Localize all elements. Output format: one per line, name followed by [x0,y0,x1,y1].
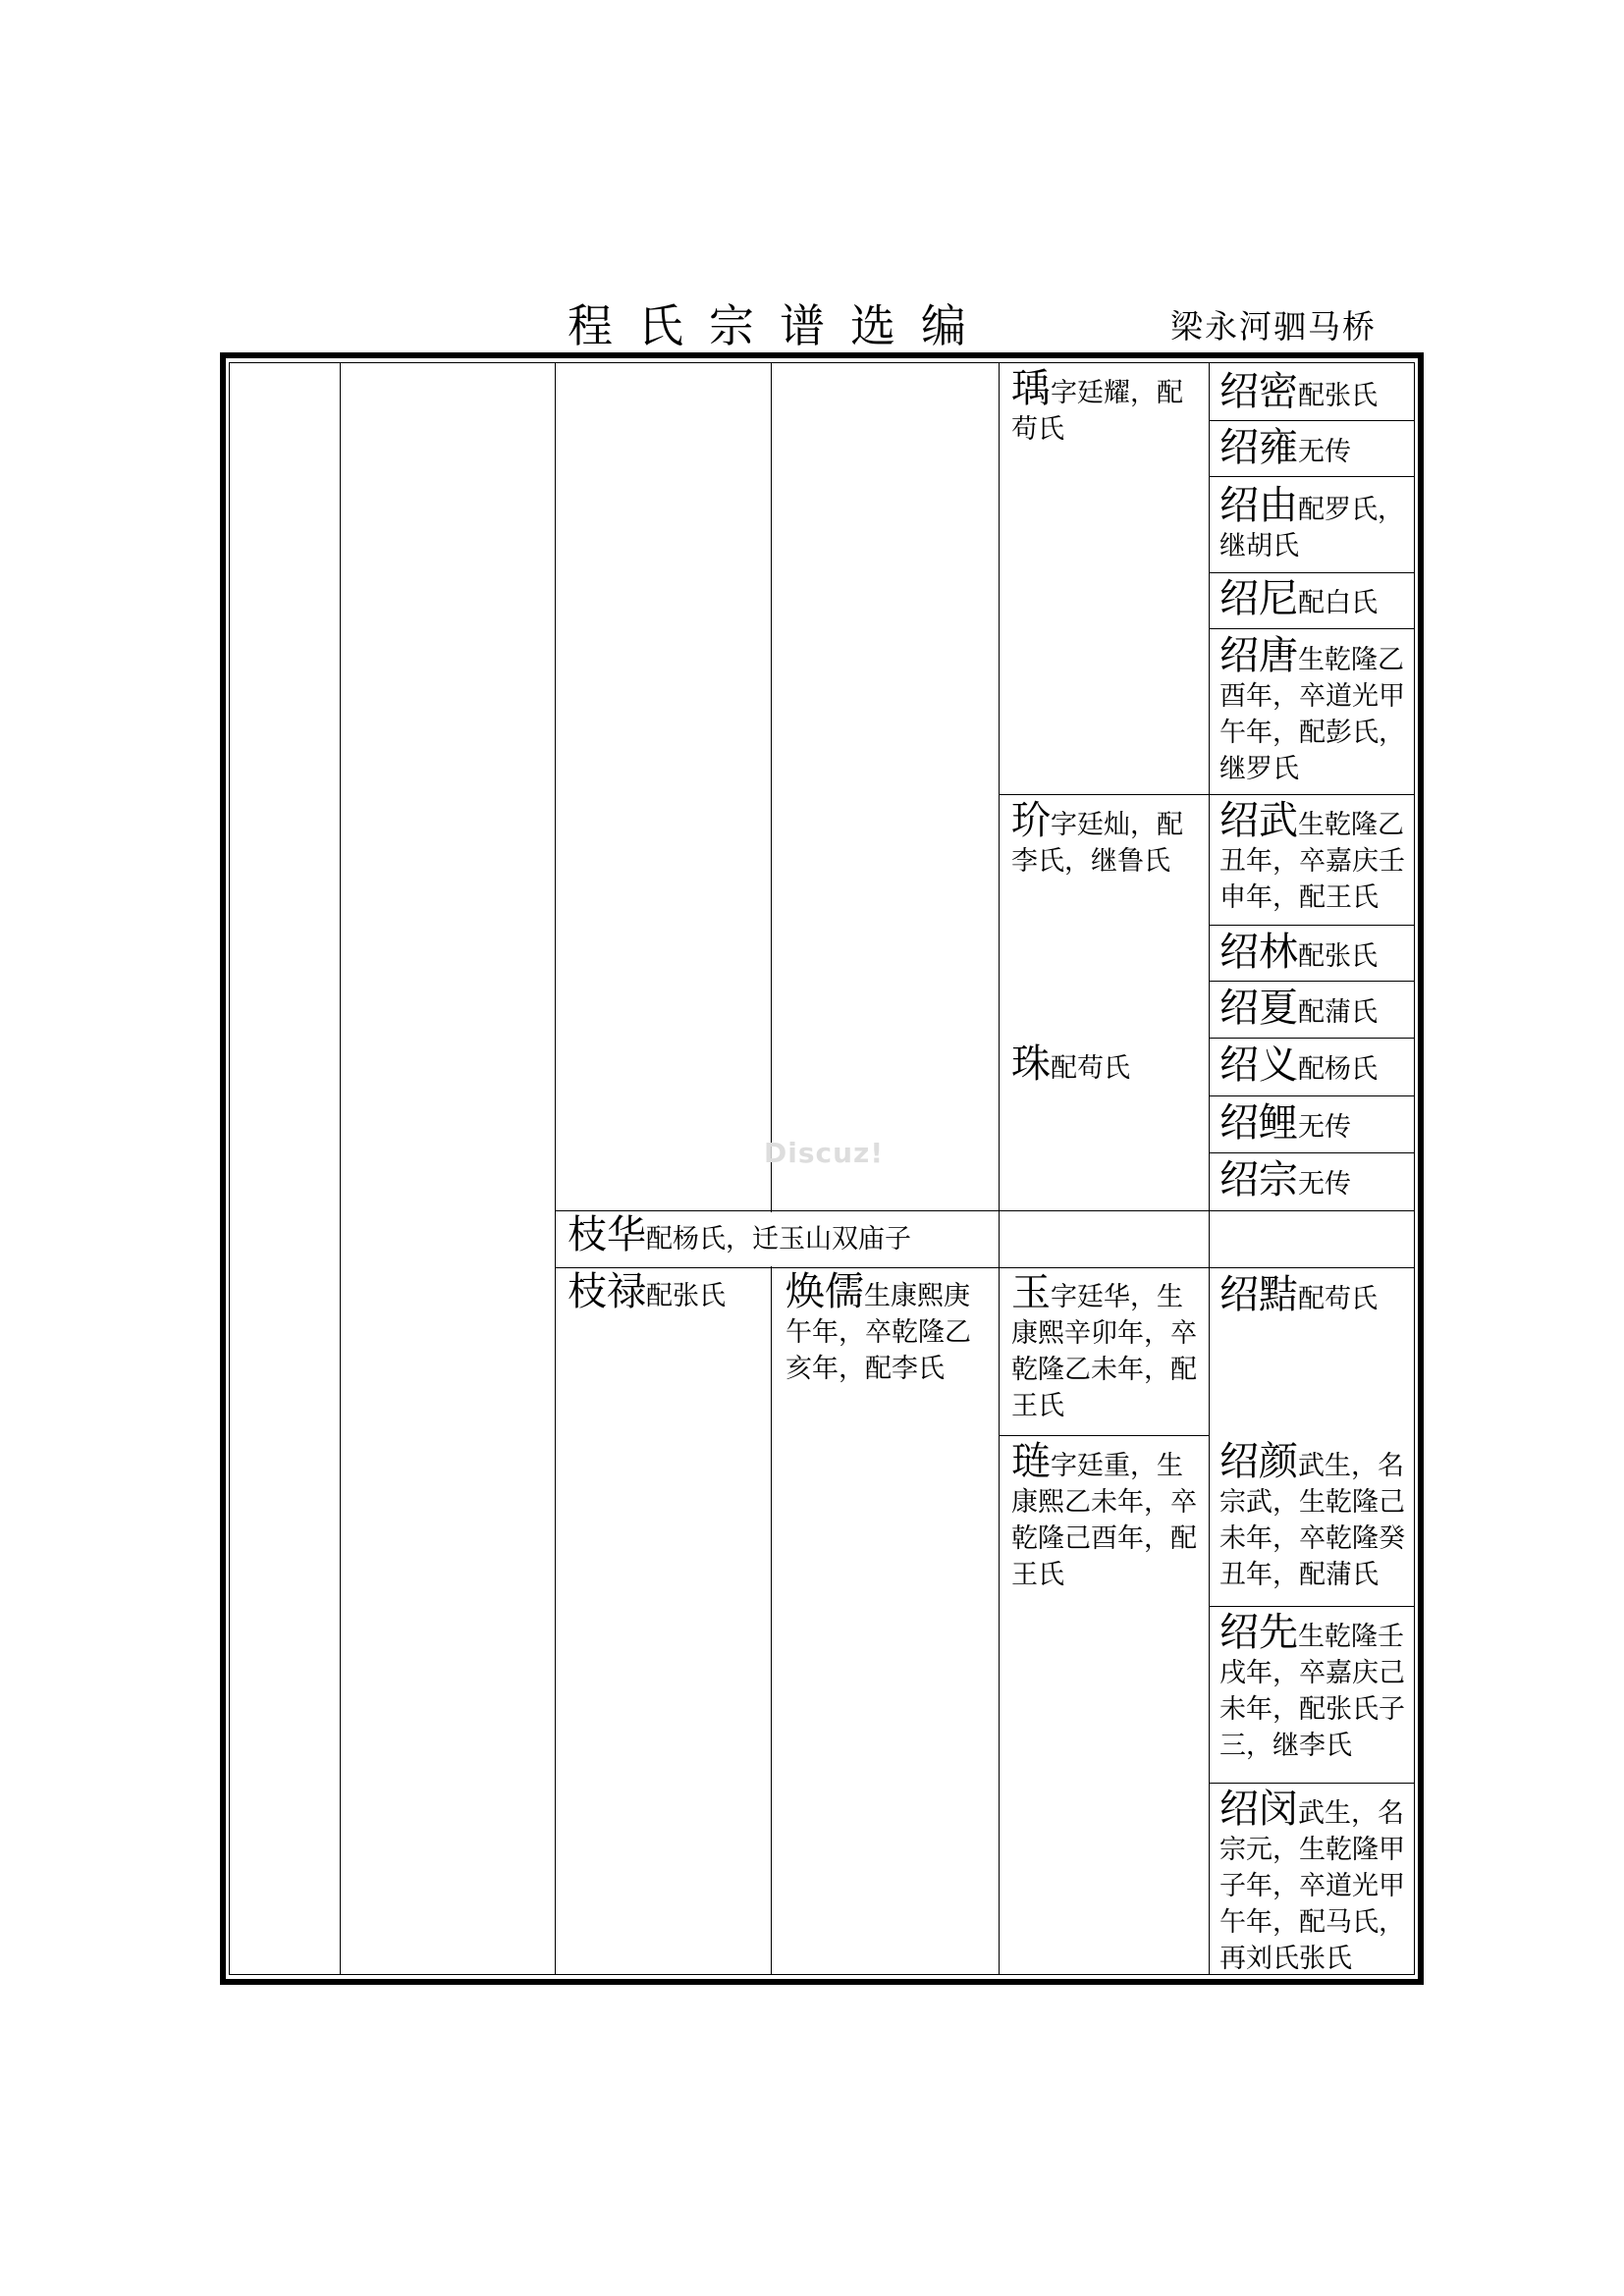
gen3-entry [568,1269,764,1314]
gen4-entry [785,1269,990,1387]
gen6-entry [1219,483,1410,564]
person-note: 无传 [1298,1169,1351,1200]
person-name: 绍先 [1219,1610,1298,1655]
person-note: 配罗氏，继胡氏 [1219,495,1404,561]
person-note: 配白氏 [1298,588,1378,618]
column-divider [340,362,341,1975]
person-note: 无传 [1298,1112,1351,1143]
person-name: 绍夏 [1219,986,1298,1031]
person-note: 配杨氏，迁玉山双庙子 [646,1224,911,1255]
gen6-entry [1219,1100,1410,1146]
person-name: 瑀 [1011,366,1051,411]
person-name: 枝华 [568,1212,646,1257]
row-divider [999,794,1209,795]
person-name: 绍由 [1219,483,1298,528]
gen6-entry [1219,576,1410,621]
row-divider [555,1210,1415,1211]
person-name: 枝禄 [568,1269,646,1314]
gen6-entry [1219,1157,1410,1202]
column-divider [1209,362,1210,1975]
person-note: 配杨氏 [1298,1054,1378,1085]
column-divider [555,362,556,1975]
gen6-entry [1219,798,1410,916]
watermark: Discuz! [764,1137,885,1169]
person-name: 绍雍 [1219,425,1298,470]
person-note: 生乾隆乙丑年，卒嘉庆壬申年，配王氏 [1219,810,1405,913]
person-name: 绍闵 [1219,1787,1298,1832]
person-name: 绍尼 [1219,576,1298,621]
row-divider [1209,794,1415,795]
person-note: 配苟氏 [1298,1284,1378,1314]
row-divider [1209,1038,1415,1039]
person-name: 绍密 [1219,369,1298,414]
person-name: 珠 [1011,1041,1051,1087]
person-name: 绍武 [1219,798,1298,843]
person-note: 字廷耀，配苟氏 [1011,378,1183,445]
person-note: 配苟氏 [1051,1053,1130,1084]
person-note: 字廷灿，配李氏，继鲁氏 [1011,810,1183,877]
gen6-entry [1219,1439,1410,1593]
gen6-entry [1219,930,1410,975]
person-note: 配张氏 [1298,941,1378,972]
gen6-entry [1219,1042,1410,1088]
gen5-entry [1011,1041,1204,1087]
row-divider [1209,628,1415,629]
person-note: 生乾隆乙酉年，卒道光甲午年，配彭氏，继罗氏 [1219,645,1405,784]
gen5-entry [1011,798,1204,880]
person-note: 武生，名宗元，生乾隆甲子年，卒道光甲午年，配马氏，再刘氏张氏 [1219,1798,1405,1974]
row-divider [1209,1606,1415,1607]
gen3-entry [568,1212,1000,1257]
row-divider [1209,420,1415,421]
row-divider [1209,1095,1415,1096]
gen6-entry [1219,1272,1410,1317]
person-name: 绍唐 [1219,633,1298,678]
row-divider [999,1435,1209,1436]
column-divider [999,362,1000,1975]
person-note: 配张氏 [646,1281,726,1311]
gen5-entry [1011,366,1204,448]
gen5-entry [1011,1270,1204,1424]
person-note: 无传 [1298,437,1351,467]
person-note: 字廷华，生康熙辛卯年，卒乾隆乙未年，配王氏 [1011,1282,1197,1421]
row-divider [1209,925,1415,926]
gen6-entry [1219,1787,1410,1977]
person-name: 玉 [1011,1270,1051,1315]
person-name: 玠 [1011,798,1051,843]
person-note: 配张氏 [1298,381,1378,411]
person-name: 绍林 [1219,930,1298,975]
person-name: 焕儒 [785,1269,864,1314]
page-title: 程氏宗谱选编 [568,299,992,352]
row-divider [555,1267,1415,1268]
gen6-entry [1219,986,1410,1031]
person-name: 绍颜 [1219,1439,1298,1484]
person-note: 生乾隆壬戌年，卒嘉庆己未年，配张氏子三，继李氏 [1219,1622,1405,1761]
gen5-entry [1011,1439,1204,1593]
person-note: 生康熙庚午年，卒乾隆乙亥年，配李氏 [785,1281,971,1384]
gen6-entry [1219,425,1410,470]
person-note: 字廷重，生康熙乙未年，卒乾隆己酉年，配王氏 [1011,1451,1197,1590]
person-note: 配蒲氏 [1298,997,1378,1028]
person-name: 绍黠 [1219,1272,1298,1317]
gen6-entry [1219,369,1410,414]
page-subtitle-place: 梁永河驷马桥 [1170,307,1377,346]
row-divider [1209,572,1415,573]
row-divider [1209,476,1415,477]
gen6-entry [1219,1610,1410,1764]
person-note: 武生，名宗武，生乾隆己未年，卒乾隆癸丑年，配蒲氏 [1219,1451,1405,1590]
person-name: 绍义 [1219,1042,1298,1088]
row-divider [1209,1152,1415,1153]
row-divider [1209,1783,1415,1784]
person-name: 绍宗 [1219,1157,1298,1202]
person-name: 绍鲤 [1219,1100,1298,1146]
person-name: 琏 [1011,1439,1051,1484]
row-divider [1209,981,1415,982]
gen6-entry [1219,633,1410,787]
